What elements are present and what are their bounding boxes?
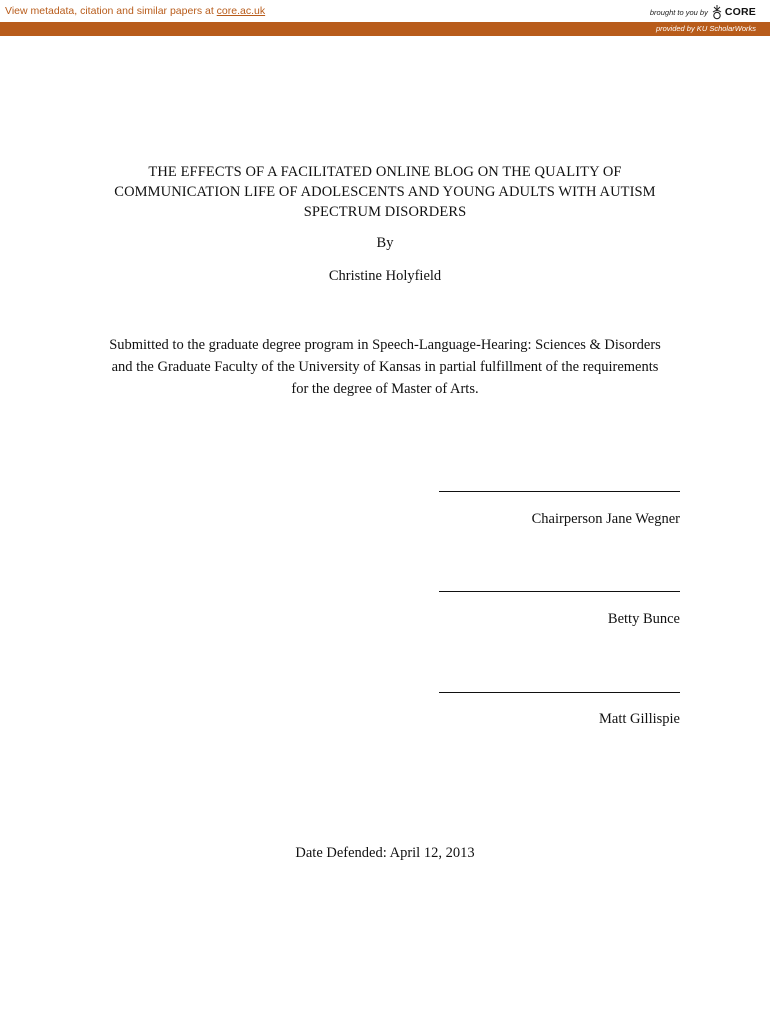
submission-line: Submitted to the graduate degree program in Speech-Language-Hearing: Sciences & Disorders (109, 337, 661, 353)
signatory-committee-member: Betty Bunce (607, 611, 680, 627)
submission-statement (60, 334, 710, 400)
title-line: COMMUNICATION LIFE OF ADOLESCENTS AND YOUNG ADULTS WITH AUTISM (114, 184, 656, 200)
signatory-chairperson: Chairperson Jane Wegner (531, 511, 680, 527)
core-brought-text: brought to you by (649, 7, 708, 17)
core-metadata-link[interactable]: core.ac.uk (216, 5, 266, 17)
signature-line (439, 692, 680, 693)
core-metadata-notice (5, 5, 265, 17)
submission-line: for the degree of Master of Arts. (291, 381, 479, 397)
thesis-title (60, 162, 710, 222)
date-defended: Date Defended: April 12, 2013 (295, 845, 475, 861)
author-name: Christine Holyfield (328, 268, 442, 284)
core-metadata-text: View metadata, citation and similar papers at (5, 5, 217, 17)
title-line: THE EFFECTS OF A FACILITATED ONLINE BLOG ON THE QUALITY OF (148, 164, 622, 180)
core-brought-by[interactable] (650, 3, 756, 21)
signature-line (439, 491, 680, 492)
core-banner (0, 0, 770, 22)
core-brand-name: CORE (724, 6, 756, 18)
by-label: By (376, 235, 394, 251)
core-logo-icon (711, 4, 723, 20)
signatory-committee-member: Matt Gillispie (599, 711, 680, 727)
signature-line (439, 591, 680, 592)
core-stripe (0, 22, 770, 36)
submission-line: and the Graduate Faculty of the University of Kansas in partial fulfillment of the requirements (111, 359, 659, 375)
title-line: SPECTRUM DISORDERS (303, 204, 467, 220)
core-provided-by[interactable]: provided by KU ScholarWorks (655, 24, 756, 33)
